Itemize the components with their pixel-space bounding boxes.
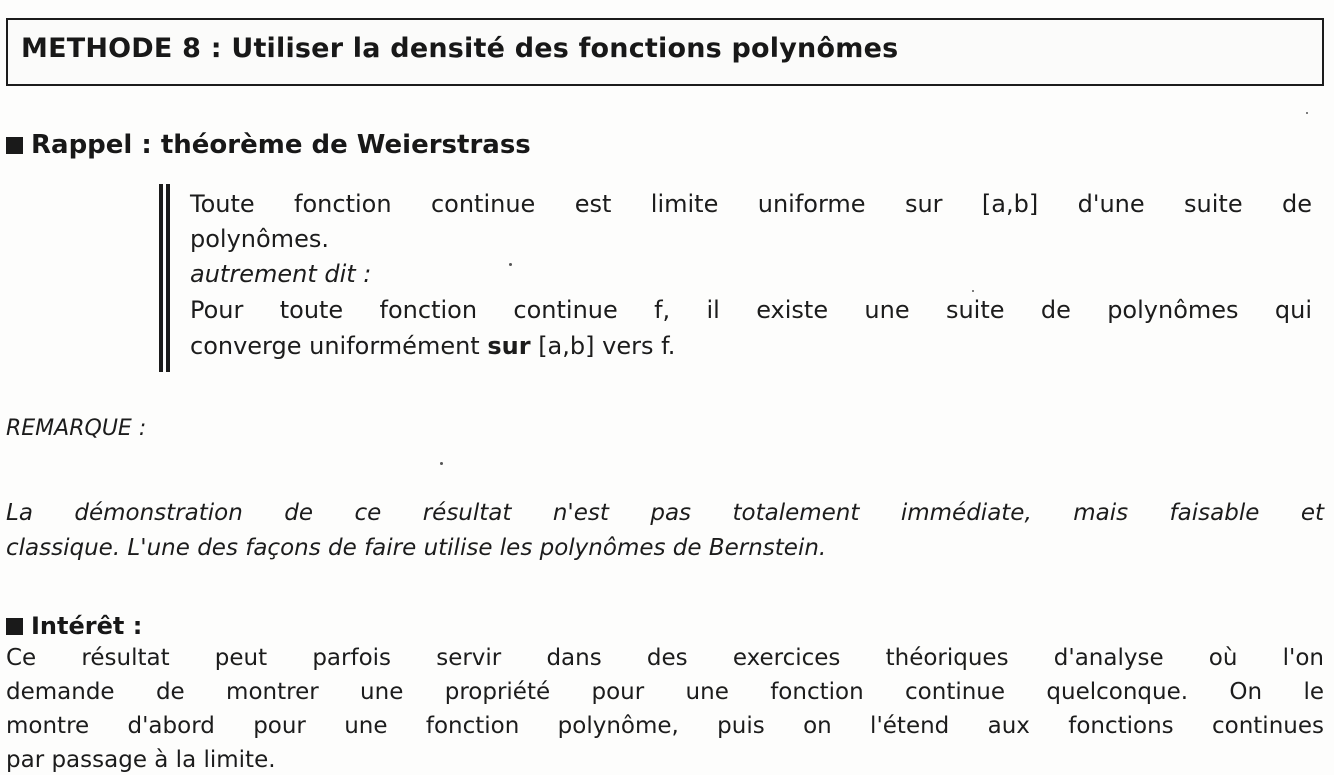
remarque-line-1: La démonstration de ce résultat n'est pas totalement immédiate, mais faisable et [6,500,1324,526]
remarque-line-2: classique. L'une des façons de faire utilise les polynômes de Bernstein. [6,535,827,561]
rappel-heading-text: Rappel : théorème de Weierstrass [31,130,531,160]
interet-line-4: par passage à la limite. [6,747,276,773]
method-title: METHODE 8 : Utiliser la densité des fonctions polynômes [21,33,899,64]
theorem-line-5 [190,332,675,360]
theorem-line-5-suffix: [a,b] vers f. [530,332,676,360]
square-bullet-icon [6,618,23,635]
interet-line-2: demande de montrer une propriété pour une fonction continue quelconque. On le [6,679,1324,705]
theorem-line-3: autrement dit : [190,260,372,288]
section-heading-rappel [6,130,531,160]
method-title-box [6,18,1324,86]
theorem-line-5-prefix: converge uniformément [190,332,488,360]
theorem-line-2: polynômes. [190,225,329,253]
interet-line-3: montre d'abord pour une fonction polynôme, puis on l'étend aux fonctions continues [6,713,1324,739]
double-bar-right [166,184,170,372]
interet-line-1: Ce résultat peut parfois servir dans des exercices théoriques d'analyse où l'on [6,645,1324,671]
theorem-line-1: Toute fonction continue est limite uniforme sur [a,b] d'une suite de [190,190,1312,218]
theorem-line-4: Pour toute fonction continue f, il existe une suite de polynômes qui [190,296,1312,324]
scan-speck [440,462,443,465]
scan-speck [972,290,974,292]
interet-heading-text: Intérêt : [31,612,143,640]
square-bullet-icon [6,137,23,154]
section-heading-interet [6,612,142,640]
double-bar-left [159,184,163,372]
scan-speck [1306,112,1308,114]
theorem-block [159,180,1313,375]
theorem-line-5-bold: sur [487,332,531,360]
scan-speck [509,263,512,266]
remarque-label: REMARQUE : [6,416,147,441]
